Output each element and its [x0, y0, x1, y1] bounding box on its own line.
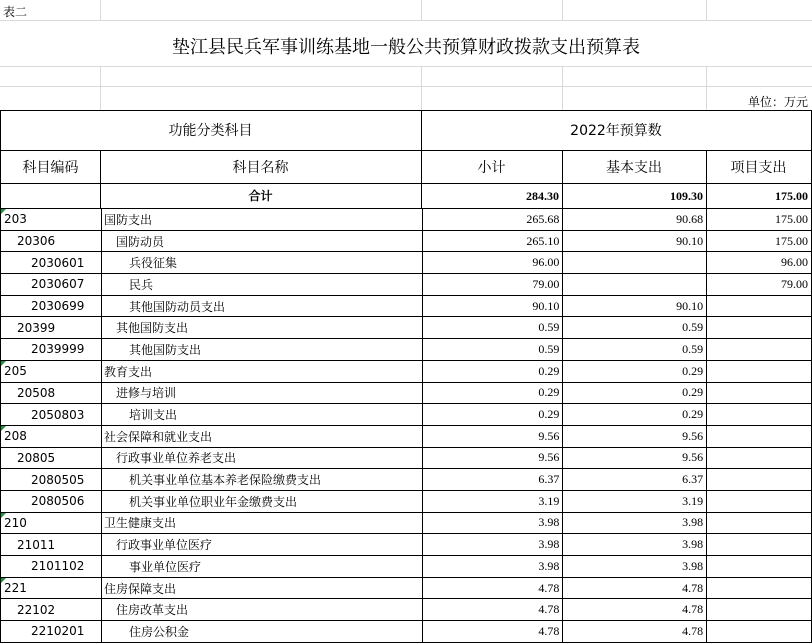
row-subtotal: 90.10	[422, 295, 563, 317]
row-basic: 3.19	[563, 490, 707, 512]
row-name: 教育支出	[101, 360, 422, 382]
row-code: 20306	[1, 230, 102, 252]
row-name: 机关事业单位职业年金缴费支出	[101, 490, 422, 512]
cell-marker-icon	[1, 513, 6, 518]
row-basic: 90.68	[563, 209, 707, 231]
row-subtotal: 3.98	[422, 534, 563, 556]
total-code-cell	[0, 184, 101, 209]
row-project	[707, 490, 812, 512]
row-subtotal: 0.29	[422, 404, 563, 426]
row-code: 2030601	[1, 252, 102, 274]
row-project	[707, 621, 812, 643]
header-budget-year: 2022年预算数	[421, 110, 812, 151]
row-name: 进修与培训	[101, 382, 422, 404]
row-subtotal: 96.00	[422, 252, 563, 274]
row-code: 2080506	[1, 490, 102, 512]
table-row	[1, 621, 812, 643]
row-name: 社会保障和就业支出	[101, 425, 422, 447]
row-basic: 0.29	[563, 382, 707, 404]
row-name: 其他国防支出	[101, 317, 422, 339]
table-row	[1, 425, 812, 447]
row-basic: 0.29	[563, 404, 707, 426]
row-basic: 90.10	[563, 230, 707, 252]
row-project	[707, 317, 812, 339]
row-project	[707, 295, 812, 317]
row-subtotal: 9.56	[422, 425, 563, 447]
table-row	[1, 339, 812, 361]
row-name: 行政事业单位养老支出	[101, 447, 422, 469]
row-subtotal: 265.10	[422, 230, 563, 252]
total-label: 合计	[100, 184, 422, 209]
budget-table	[0, 208, 812, 643]
row-subtotal: 4.78	[422, 621, 563, 643]
header-subtotal: 小计	[421, 150, 563, 184]
row-code: 221	[1, 577, 102, 599]
row-code: 205	[1, 360, 102, 382]
unit-label: 单位：万元	[747, 95, 808, 109]
cell-marker-icon	[1, 209, 6, 214]
row-subtotal: 0.29	[422, 360, 563, 382]
row-code: 210	[1, 512, 102, 534]
row-project	[707, 382, 812, 404]
table-row	[1, 404, 812, 426]
row-name: 培训支出	[101, 404, 422, 426]
row-code: 20508	[1, 382, 102, 404]
page-title: 垫江县民兵军事训练基地一般公共预算财政拨款支出预算表	[172, 37, 640, 58]
row-project: 175.00	[707, 230, 812, 252]
row-name: 国防动员	[101, 230, 422, 252]
row-subtotal: 0.29	[422, 382, 563, 404]
row-name: 机关事业单位基本养老保险缴费支出	[101, 469, 422, 491]
row-project	[707, 469, 812, 491]
row-subtotal: 4.78	[422, 599, 563, 621]
row-code: 22102	[1, 599, 102, 621]
cell-marker-icon	[1, 426, 6, 431]
row-subtotal: 9.56	[422, 447, 563, 469]
table-row	[1, 556, 812, 578]
cell-marker-icon	[1, 578, 6, 583]
budget-table-body	[1, 209, 812, 643]
table-row	[1, 295, 812, 317]
row-name: 民兵	[101, 274, 422, 296]
table-row	[1, 209, 812, 231]
row-project	[707, 339, 812, 361]
row-code: 2039999	[1, 339, 102, 361]
row-name: 国防支出	[101, 209, 422, 231]
table-row	[1, 534, 812, 556]
row-project	[707, 447, 812, 469]
table-row	[1, 360, 812, 382]
row-subtotal: 0.59	[422, 339, 563, 361]
row-subtotal: 4.78	[422, 577, 563, 599]
header-basic: 基本支出	[562, 150, 707, 184]
row-basic	[563, 252, 707, 274]
row-project: 175.00	[707, 209, 812, 231]
row-project	[707, 512, 812, 534]
header-name: 科目名称	[100, 150, 422, 184]
row-name: 兵役征集	[101, 252, 422, 274]
row-code: 2030699	[1, 295, 102, 317]
row-name: 住房公积金	[101, 621, 422, 643]
row-project	[707, 577, 812, 599]
table-row	[1, 317, 812, 339]
row-subtotal: 79.00	[422, 274, 563, 296]
row-basic: 0.59	[563, 317, 707, 339]
total-project: 175.00	[706, 184, 812, 209]
table-row	[1, 274, 812, 296]
row-subtotal: 265.68	[422, 209, 563, 231]
row-project: 79.00	[707, 274, 812, 296]
row-name: 其他国防动员支出	[101, 295, 422, 317]
row-project	[707, 404, 812, 426]
row-basic: 3.98	[563, 556, 707, 578]
row-project	[707, 556, 812, 578]
sheet-label: 表二	[3, 5, 28, 19]
row-basic: 4.78	[563, 577, 707, 599]
row-subtotal: 3.98	[422, 512, 563, 534]
row-code: 21011	[1, 534, 102, 556]
row-code: 208	[1, 425, 102, 447]
row-name: 行政事业单位医疗	[101, 534, 422, 556]
row-basic: 3.98	[563, 534, 707, 556]
table-row	[1, 512, 812, 534]
row-code: 2080505	[1, 469, 102, 491]
row-code: 2030607	[1, 274, 102, 296]
row-name: 住房保障支出	[101, 577, 422, 599]
table-row	[1, 252, 812, 274]
row-basic: 6.37	[563, 469, 707, 491]
row-name: 卫生健康支出	[101, 512, 422, 534]
row-subtotal: 0.59	[422, 317, 563, 339]
row-basic: 3.98	[563, 512, 707, 534]
row-basic: 4.78	[563, 621, 707, 643]
total-basic: 109.30	[562, 184, 707, 209]
table-row	[1, 230, 812, 252]
row-name: 住房改革支出	[101, 599, 422, 621]
row-code: 2210201	[1, 621, 102, 643]
row-basic: 90.10	[563, 295, 707, 317]
table-row	[1, 382, 812, 404]
row-project	[707, 599, 812, 621]
row-subtotal: 6.37	[422, 469, 563, 491]
table-row	[1, 447, 812, 469]
row-basic: 9.56	[563, 425, 707, 447]
cell-marker-icon	[1, 361, 6, 366]
row-project: 96.00	[707, 252, 812, 274]
header-code: 科目编码	[0, 150, 101, 184]
row-name: 事业单位医疗	[101, 556, 422, 578]
row-name: 其他国防支出	[101, 339, 422, 361]
row-basic: 0.29	[563, 360, 707, 382]
row-basic	[563, 274, 707, 296]
row-subtotal: 3.19	[422, 490, 563, 512]
row-code: 203	[1, 209, 102, 231]
table-row	[1, 577, 812, 599]
table-row	[1, 490, 812, 512]
row-code: 20399	[1, 317, 102, 339]
row-basic: 4.78	[563, 599, 707, 621]
row-subtotal: 3.98	[422, 556, 563, 578]
table-row	[1, 469, 812, 491]
header-func-class: 功能分类科目	[0, 110, 422, 151]
row-basic: 0.59	[563, 339, 707, 361]
row-project	[707, 360, 812, 382]
table-row	[1, 599, 812, 621]
row-code: 2050803	[1, 404, 102, 426]
header-project: 项目支出	[706, 150, 812, 184]
total-subtotal: 284.30	[421, 184, 563, 209]
row-code: 20805	[1, 447, 102, 469]
row-project	[707, 534, 812, 556]
row-project	[707, 425, 812, 447]
row-code: 2101102	[1, 556, 102, 578]
row-basic: 9.56	[563, 447, 707, 469]
